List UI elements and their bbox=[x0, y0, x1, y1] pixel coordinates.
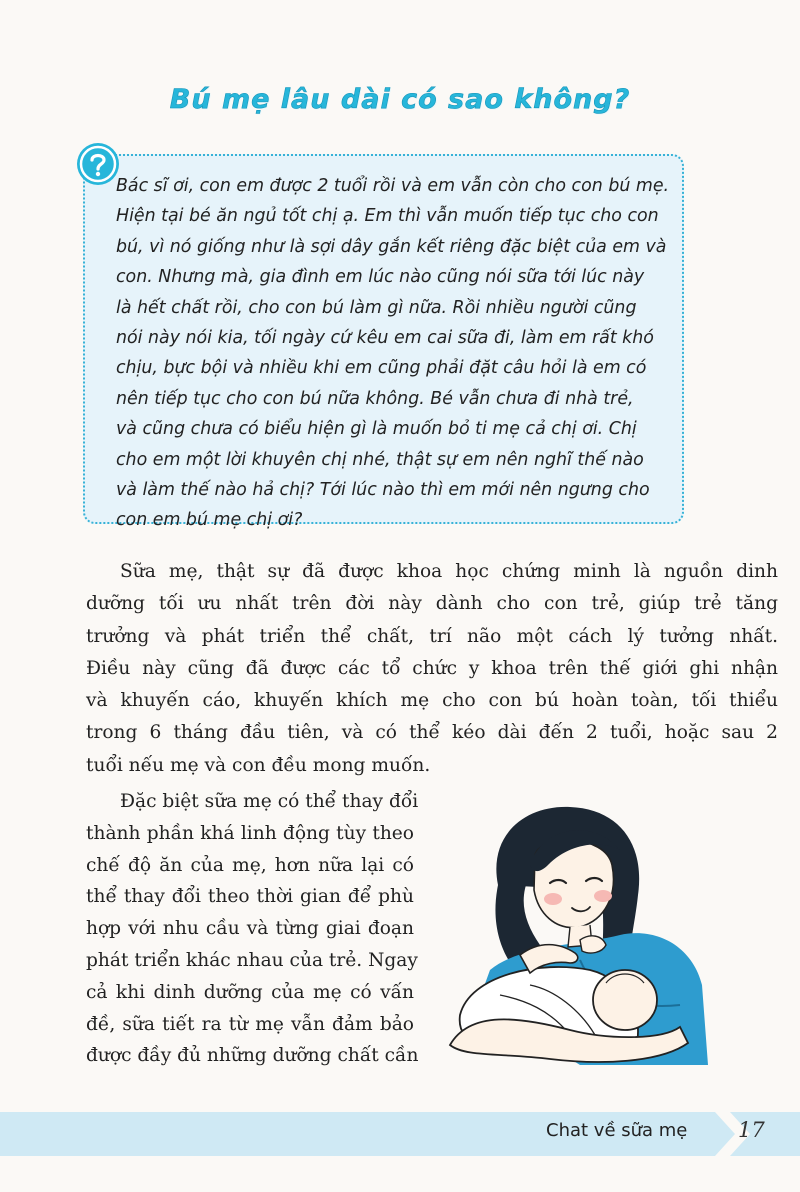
paragraph-line: Điều này cũng đã được các tổ chức y khoa trên thế giới ghi nhận bbox=[86, 657, 778, 679]
paragraph-line: chế độ ăn của mẹ, hơn nữa lại có bbox=[86, 854, 414, 876]
paragraph-1 bbox=[86, 556, 778, 782]
question-line: Hiện tại bé ăn ngủ tốt chị ạ. Em thì vẫn muốn tiếp tục cho con bbox=[116, 206, 659, 227]
footer-chapter-label: Chat về sữa mẹ bbox=[546, 1120, 688, 1141]
question-line: con. Nhưng mà, gia đình em lúc nào cũng nói sữa tới lúc này bbox=[116, 267, 645, 288]
page-title: Bú mẹ lâu dài có sao không? bbox=[169, 84, 631, 115]
breastfeeding-mother-illustration bbox=[430, 795, 710, 1070]
paragraph-line: cả khi dinh dưỡng của mẹ có vấn bbox=[86, 981, 414, 1003]
question-line: nói này nói kia, tối ngày cứ kêu em cai sữa đi, làm em rất khó bbox=[116, 328, 654, 349]
paragraph-line: dưỡng tối ưu nhất trên đời này dành cho con trẻ, giúp trẻ tăng bbox=[86, 593, 778, 615]
question-line: con em bú mẹ chị ơi? bbox=[116, 510, 303, 531]
paragraph-line: phát triển khác nhau của trẻ. Ngay bbox=[86, 949, 418, 971]
question-line: và làm thế nào hả chị? Tới lúc nào thì em mới nên ngưng cho bbox=[116, 480, 650, 501]
paragraph-line: Sữa mẹ, thật sự đã được khoa học chứng minh là nguồn dinh bbox=[120, 561, 778, 582]
paragraph-line: và khuyến cáo, khuyến khích mẹ cho con bú hoàn toàn, tối thiểu bbox=[86, 690, 778, 712]
paragraph-line: thể thay đổi theo thời gian để phù bbox=[86, 886, 414, 908]
question-mark-icon bbox=[75, 141, 121, 187]
question-text bbox=[116, 171, 676, 536]
paragraph-line: Đặc biệt sữa mẹ có thể thay đổi bbox=[120, 791, 419, 812]
question-line: Bác sĩ ơi, con em được 2 tuổi rồi và em vẫn còn cho con bú mẹ. bbox=[116, 176, 670, 196]
question-line: bú, vì nó giống như là sợi dây gắn kết riêng đặc biệt của em và bbox=[116, 236, 667, 257]
page-number: 17 bbox=[738, 1118, 765, 1142]
question-line: cho em một lời khuyên chị nhé, thật sự em nên nghĩ thế nào bbox=[116, 449, 644, 470]
paragraph-line: trưởng và phát triển thể chất, trí não một cách lý tưởng nhất. bbox=[86, 625, 778, 647]
question-line: và cũng chưa có biểu hiện gì là muốn bỏ ti mẹ cả chị ơi. Chị bbox=[116, 419, 637, 440]
paragraph-line: đề, sữa tiết ra từ mẹ vẫn đảm bảo bbox=[86, 1013, 414, 1035]
question-line: chịu, bực bội và nhiều khi em cũng phải đặt câu hỏi là em có bbox=[116, 358, 647, 379]
paragraph-line: thành phần khá linh động tùy theo bbox=[86, 822, 414, 844]
paragraph-line: được đầy đủ những dưỡng chất cần bbox=[86, 1045, 419, 1067]
question-line: là hết chất rồi, cho con bú làm gì nữa. Rồi nhiều người cũng bbox=[116, 297, 637, 318]
question-line: nên tiếp tục cho con bú nữa không. Bé vẫn chưa đi nhà trẻ, bbox=[116, 388, 634, 409]
paragraph-2 bbox=[86, 786, 419, 1072]
paragraph-line: tuổi nếu mẹ và con đều mong muốn. bbox=[86, 754, 431, 776]
paragraph-line: trong 6 tháng đầu tiên, và có thể kéo dài đến 2 tuổi, hoặc sau 2 bbox=[86, 722, 778, 744]
paragraph-line: hợp với nhu cầu và từng giai đoạn bbox=[86, 918, 414, 940]
